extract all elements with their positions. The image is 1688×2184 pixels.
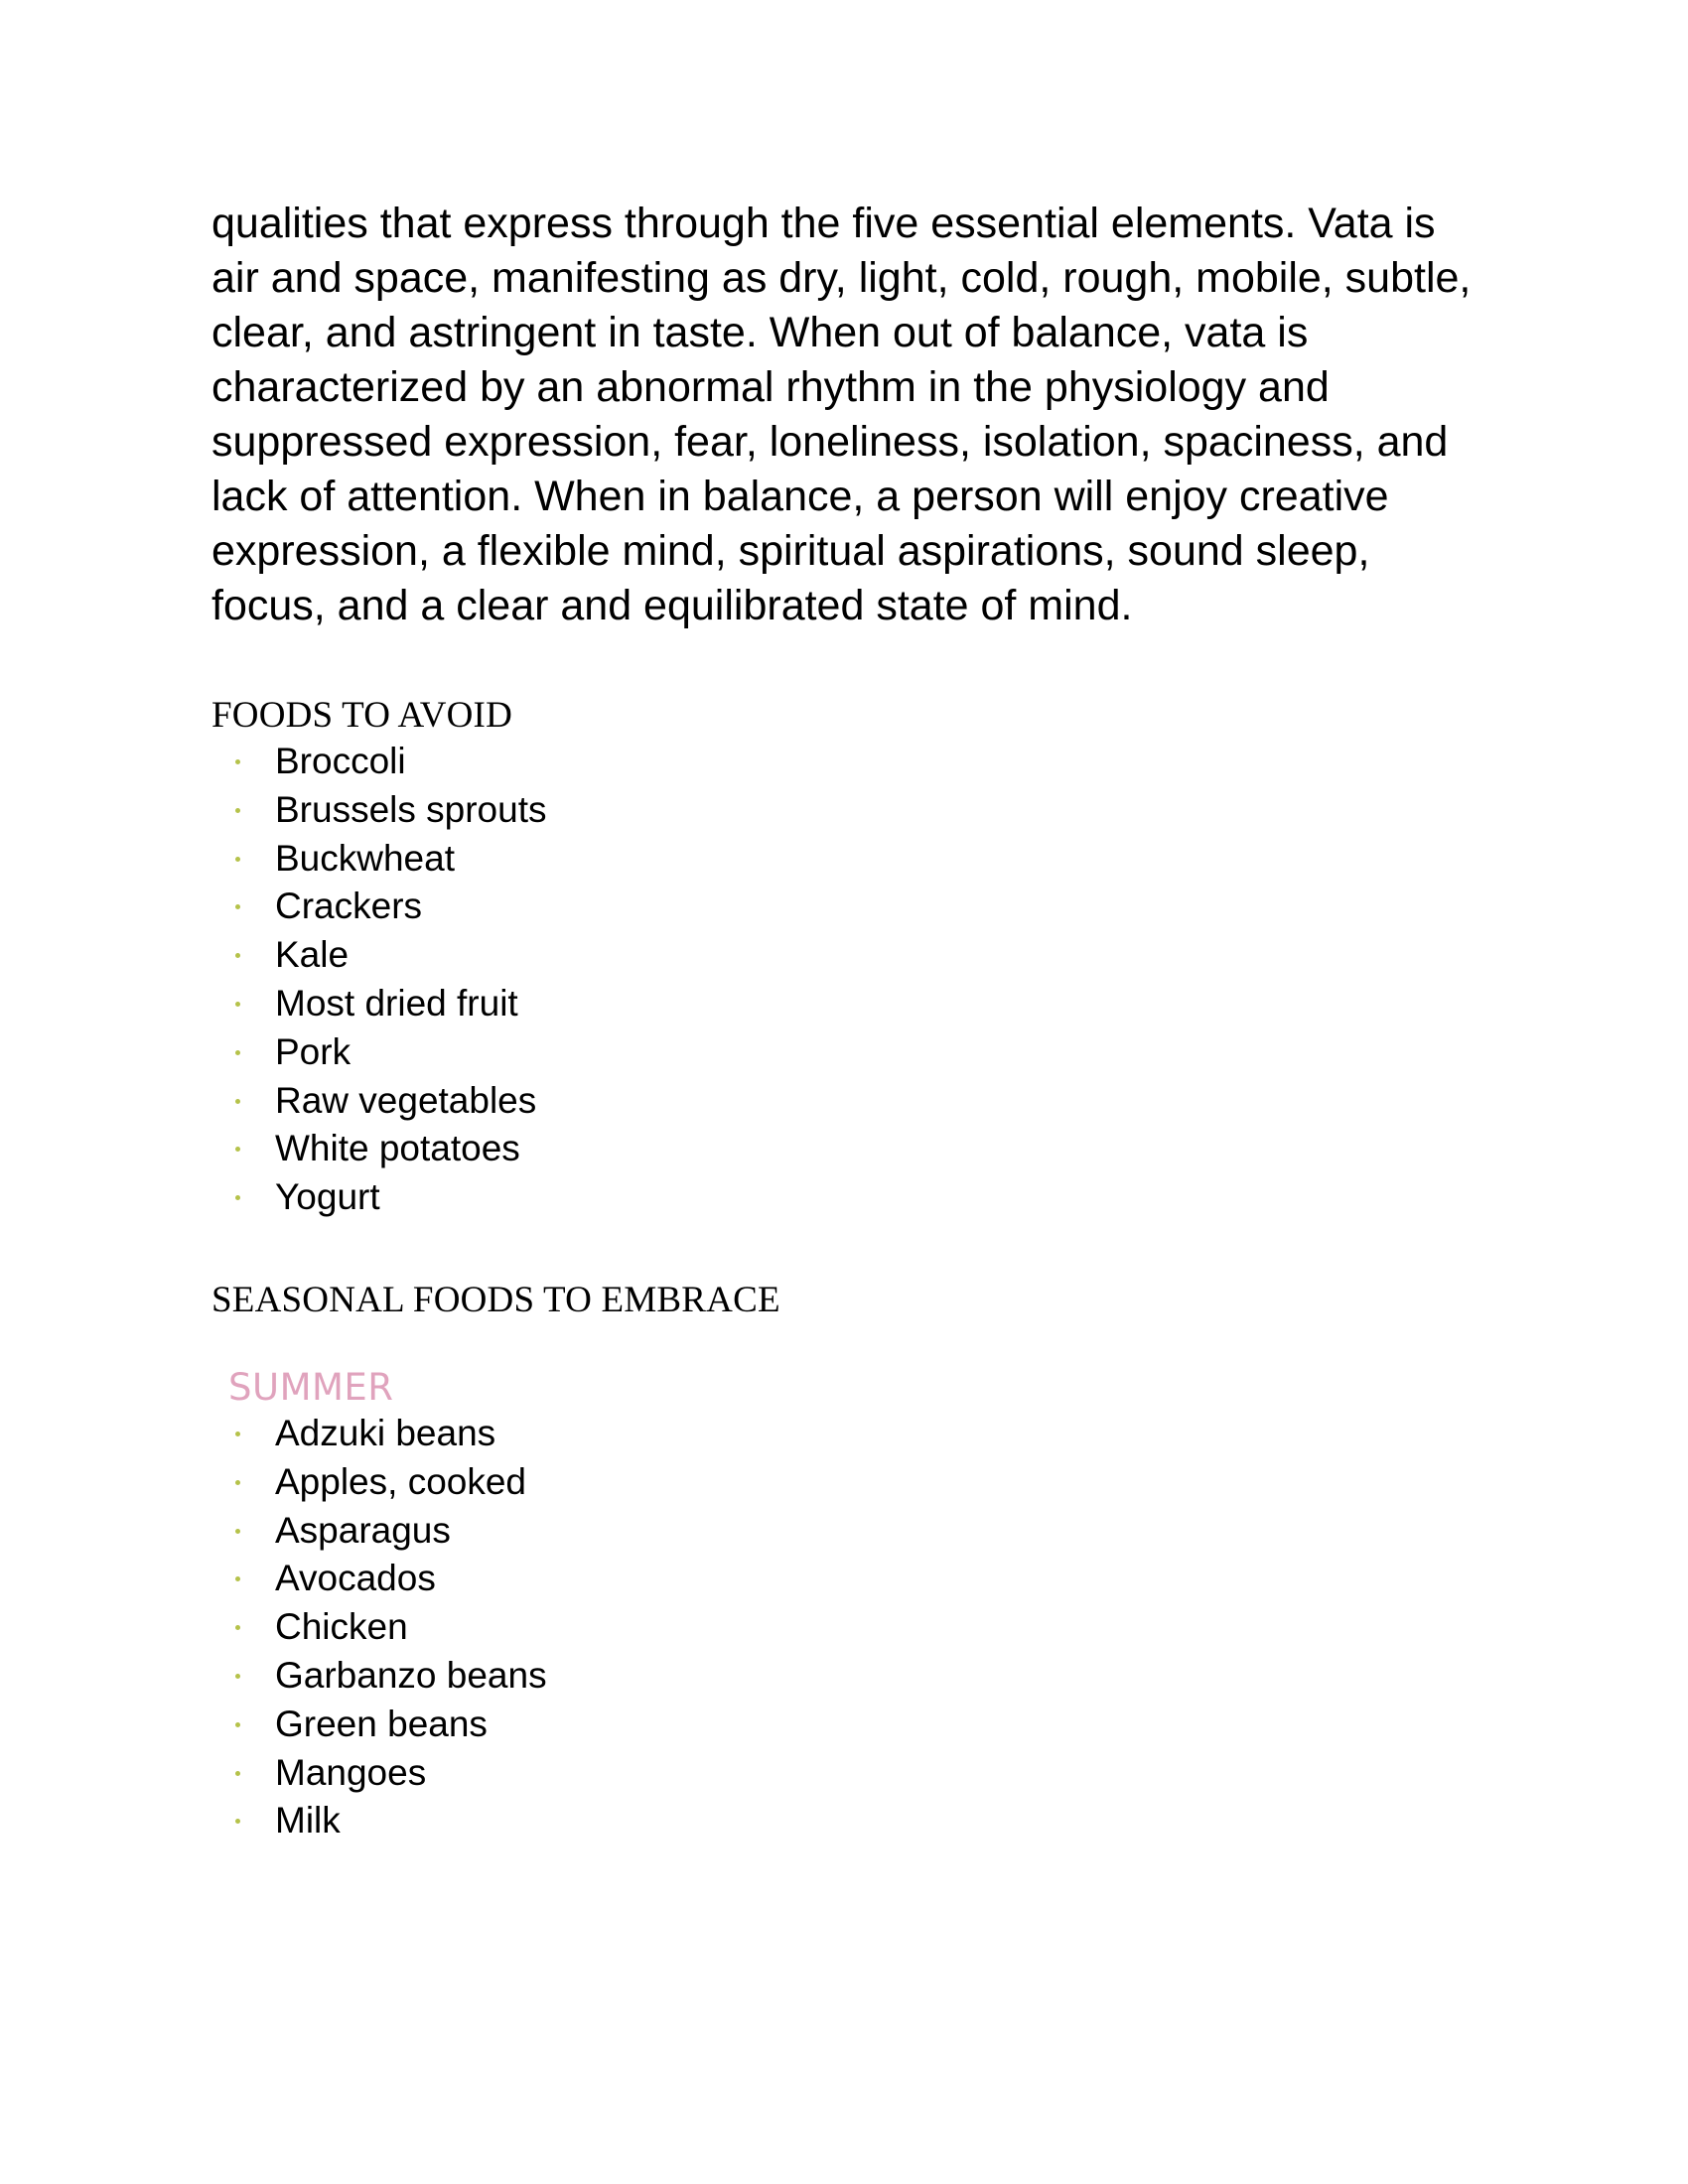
bullet-icon bbox=[235, 1576, 240, 1581]
list-item-label: Brussels sprouts bbox=[275, 788, 547, 830]
bullet-icon bbox=[235, 1771, 240, 1776]
seasonal-foods-heading: SEASONAL FOODS TO EMBRACE bbox=[211, 1279, 780, 1320]
bullet-icon bbox=[235, 1819, 240, 1824]
bullet-icon bbox=[235, 1099, 240, 1104]
bullet-icon bbox=[235, 1195, 240, 1200]
list-item bbox=[211, 980, 1502, 1028]
list-item bbox=[211, 931, 1502, 980]
bullet-icon bbox=[235, 904, 240, 909]
bullet-icon bbox=[235, 1625, 240, 1630]
list-item bbox=[211, 1749, 1502, 1798]
list-item-label: White potatoes bbox=[275, 1128, 520, 1169]
list-item bbox=[211, 1458, 1502, 1507]
bullet-icon bbox=[235, 1674, 240, 1679]
bullet-icon bbox=[235, 857, 240, 862]
list-item bbox=[211, 1410, 1502, 1458]
list-item bbox=[211, 1028, 1502, 1077]
list-item bbox=[211, 1555, 1502, 1603]
list-item-label: Asparagus bbox=[275, 1509, 451, 1551]
list-item bbox=[211, 1652, 1502, 1701]
list-item-label: Raw vegetables bbox=[275, 1079, 537, 1121]
document-page bbox=[211, 197, 1502, 1845]
bullet-icon bbox=[235, 1147, 240, 1152]
list-item-label: Most dried fruit bbox=[275, 982, 518, 1024]
bullet-icon bbox=[235, 1050, 240, 1055]
bullet-icon bbox=[235, 1002, 240, 1007]
list-item bbox=[211, 1077, 1502, 1126]
list-item bbox=[211, 1125, 1502, 1173]
list-item-label: Green beans bbox=[275, 1703, 488, 1744]
intro-paragraph: qualities that express through the five essential elements. Vata is air and space, manifesting as dry, light, cold, rough, mobile, subtle, clear, and astringent in taste. When out of balance, vata is characterized by an abnormal rhythm in the physiology and suppressed expression, fear, loneliness, isolation, spaciness, and lack of attention. When in balance, a person will enjoy creative expression, a flexible mind, spiritual aspirations, sound sleep, focus, and a clear and equilibrated state of mind. bbox=[211, 200, 1472, 629]
list-item-label: Apples, cooked bbox=[275, 1460, 527, 1502]
list-item-label: Garbanzo beans bbox=[275, 1654, 547, 1696]
summer-foods-list bbox=[211, 1410, 1502, 1845]
bullet-icon bbox=[235, 759, 240, 764]
list-item bbox=[211, 1797, 1502, 1845]
list-item bbox=[211, 1603, 1502, 1652]
list-item-label: Pork bbox=[275, 1030, 352, 1072]
list-item-label: Buckwheat bbox=[275, 837, 455, 879]
list-item bbox=[211, 786, 1502, 835]
foods-to-avoid-heading: FOODS TO AVOID bbox=[211, 695, 512, 736]
list-item bbox=[211, 883, 1502, 931]
bullet-icon bbox=[235, 1432, 240, 1436]
list-item-label: Avocados bbox=[275, 1558, 436, 1599]
list-item bbox=[211, 1701, 1502, 1749]
bullet-icon bbox=[235, 1480, 240, 1485]
summer-heading: SUMMER bbox=[228, 1365, 394, 1409]
list-item bbox=[211, 1173, 1502, 1222]
list-item-label: Kale bbox=[275, 934, 350, 976]
list-item-label: Adzuki beans bbox=[275, 1412, 496, 1453]
list-item-label: Chicken bbox=[275, 1606, 408, 1648]
list-item-label: Mangoes bbox=[275, 1751, 427, 1793]
bullet-icon bbox=[235, 1529, 240, 1534]
list-item bbox=[211, 835, 1502, 884]
bullet-icon bbox=[235, 953, 240, 958]
list-item bbox=[211, 1507, 1502, 1556]
bullet-icon bbox=[235, 808, 240, 813]
list-item-label: Milk bbox=[275, 1800, 341, 1842]
bullet-icon bbox=[235, 1722, 240, 1727]
foods-to-avoid-list bbox=[211, 738, 1502, 1222]
list-item-label: Crackers bbox=[275, 886, 423, 927]
list-item-label: Broccoli bbox=[275, 741, 406, 781]
list-item-label: Yogurt bbox=[275, 1176, 380, 1218]
list-item bbox=[211, 738, 1502, 786]
